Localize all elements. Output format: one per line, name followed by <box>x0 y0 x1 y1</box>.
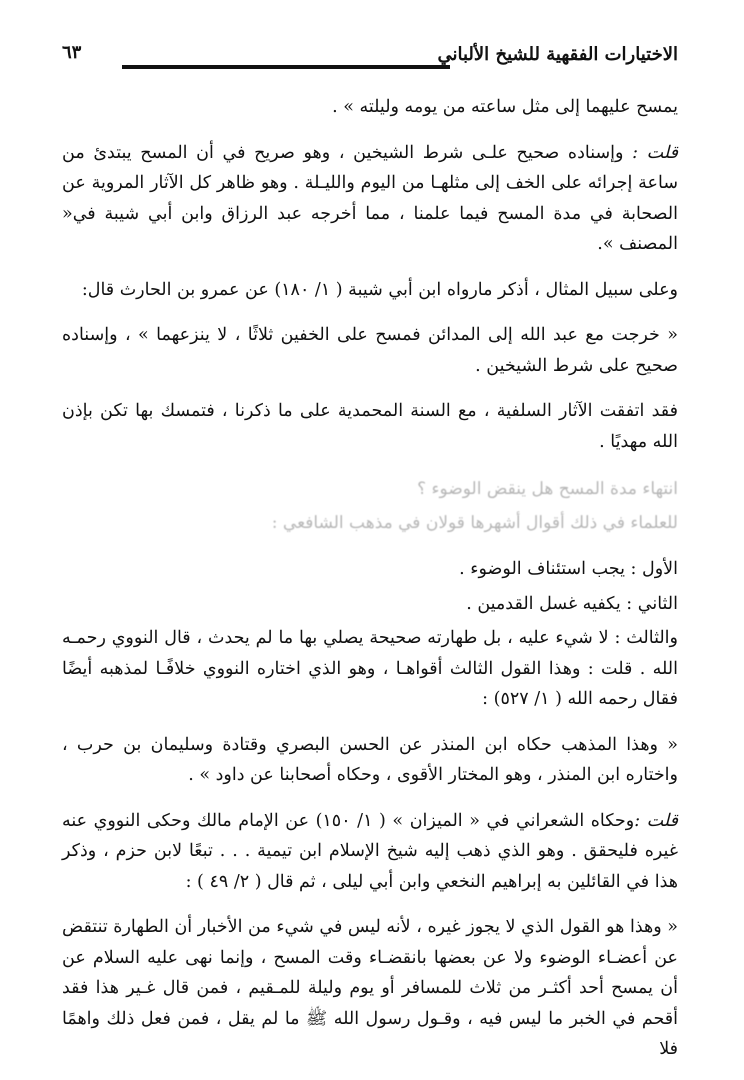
page-header <box>62 38 678 78</box>
paragraph-second-opinion: الثاني : يكفيه غسل القدمين . <box>466 593 678 614</box>
paragraph-quote-ibn-taymiyyah: « وهذا هو القول الذي لا يجوز غيره ، لأنه ليس في شيء من الأخبار أن الطهارة تنتقض عن أعضـاء الوضوء ولا عن بعضها بانقضـاء وقت المسح ، وإنما نهى عليه السلام عن أن يمسح أحد أكثـر من ثلاث للمسافر أو يوم وليلة للمـقيم ، فمن قال غـير هذا فقد أقحم في الخبر ما ليس فيه ، وقـول رسول الله ﷺ ما لم يقل ، فمن فعل ذلك واهمًا فلا <box>62 917 678 1059</box>
page-body <box>62 92 678 1080</box>
paragraph-3: وعلى سبيل المثال ، أذكر مارواه ابن أبي شيبة ( ١/ ١٨٠) عن عمرو بن الحارث قال: <box>81 279 678 300</box>
qultu-label: قلت : <box>632 142 678 163</box>
qultu-label-2: قلت : <box>634 810 678 831</box>
paragraph-2-text: وإسناده صحيح علـى شرط الشيخين ، وهو صريح في أن المسح يبتدئ من ساعة إجرائه على الخف إلى مثلهـا من اليوم والليـلة . وهو ظاهر كل الآثار المروية عن الصحابة في مدة المسح فيما علمنا ، مما أخرجه عبد الرزاق وابن أبي شيبة في« المصنف ». <box>62 142 678 254</box>
faded-section-heading <box>62 472 678 540</box>
faded-heading-line-2: للعلماء في ذلك أقوال أشهرها قولان في مذهب الشافعي : <box>271 513 678 533</box>
paragraph-first-opinion: الأول : يجب استئناف الوضوء . <box>459 559 678 579</box>
paragraph-5: فقد اتفقت الآثار السلفية ، مع السنة المحمدية على ما ذكرنا ، فتمسك بها تكن بإذن الله مهديًا . <box>62 401 678 452</box>
paragraph-quote-nawawi: « وهذا المذهب حكاه ابن المنذر عن الحسن البصري وقتادة وسليمان بن حرب ، واختاره ابن المنذر ، وهو المختار الأقوى ، وحكاه أصحابنا عن داود » . <box>62 734 678 785</box>
paragraph-1: يمسح عليهما إلى مثل ساعته من يومه وليلته » . <box>332 97 678 117</box>
book-title: الاختيارات الفقهية للشيخ الألباني <box>437 44 678 65</box>
paragraph-4: « خرجت مع عبد الله إلى المدائن فمسح على الخفين ثلاثًا ، لا ينزعهما » ، وإسناده صحيح على شرط الشيخين . <box>62 325 678 376</box>
paragraph-2 <box>62 138 678 260</box>
paragraph-third-opinion: والثالث : لا شيء عليه ، بل طهارته صحيحة يصلي بها ما لم يحدث ، قال النووي رحمـه الله . قلت : وهذا القول الثالث أقواهـا ، وهو الذي اختاره النووي خلافًـا لمذهبه أيضًا فقال رحمه الله ( ١/ ٥٢٧) : <box>62 628 678 709</box>
paragraph-10 <box>62 806 678 898</box>
faded-heading-line-1: انتهاء مدة المسح هل ينقض الوضوء ؟ <box>417 479 678 499</box>
header-rule <box>122 65 450 69</box>
page-number: ٦٣ <box>62 42 82 63</box>
paragraph-10-text: وحكاه الشعراني في « الميزان » ( ١/ ١٥٠) عن الإمام مالك وحكى النووي عنه غيره فليحقق . وهو الذي ذهب إليه شيخ الإسلام ابن تيمية . . . تبعًا لابن حزم ، وذكر هذا في القائلين به إبراهيم النخعي وابن أبي ليلى ، ثم قال ( ٢/ ٤٩ ) : <box>62 810 678 892</box>
